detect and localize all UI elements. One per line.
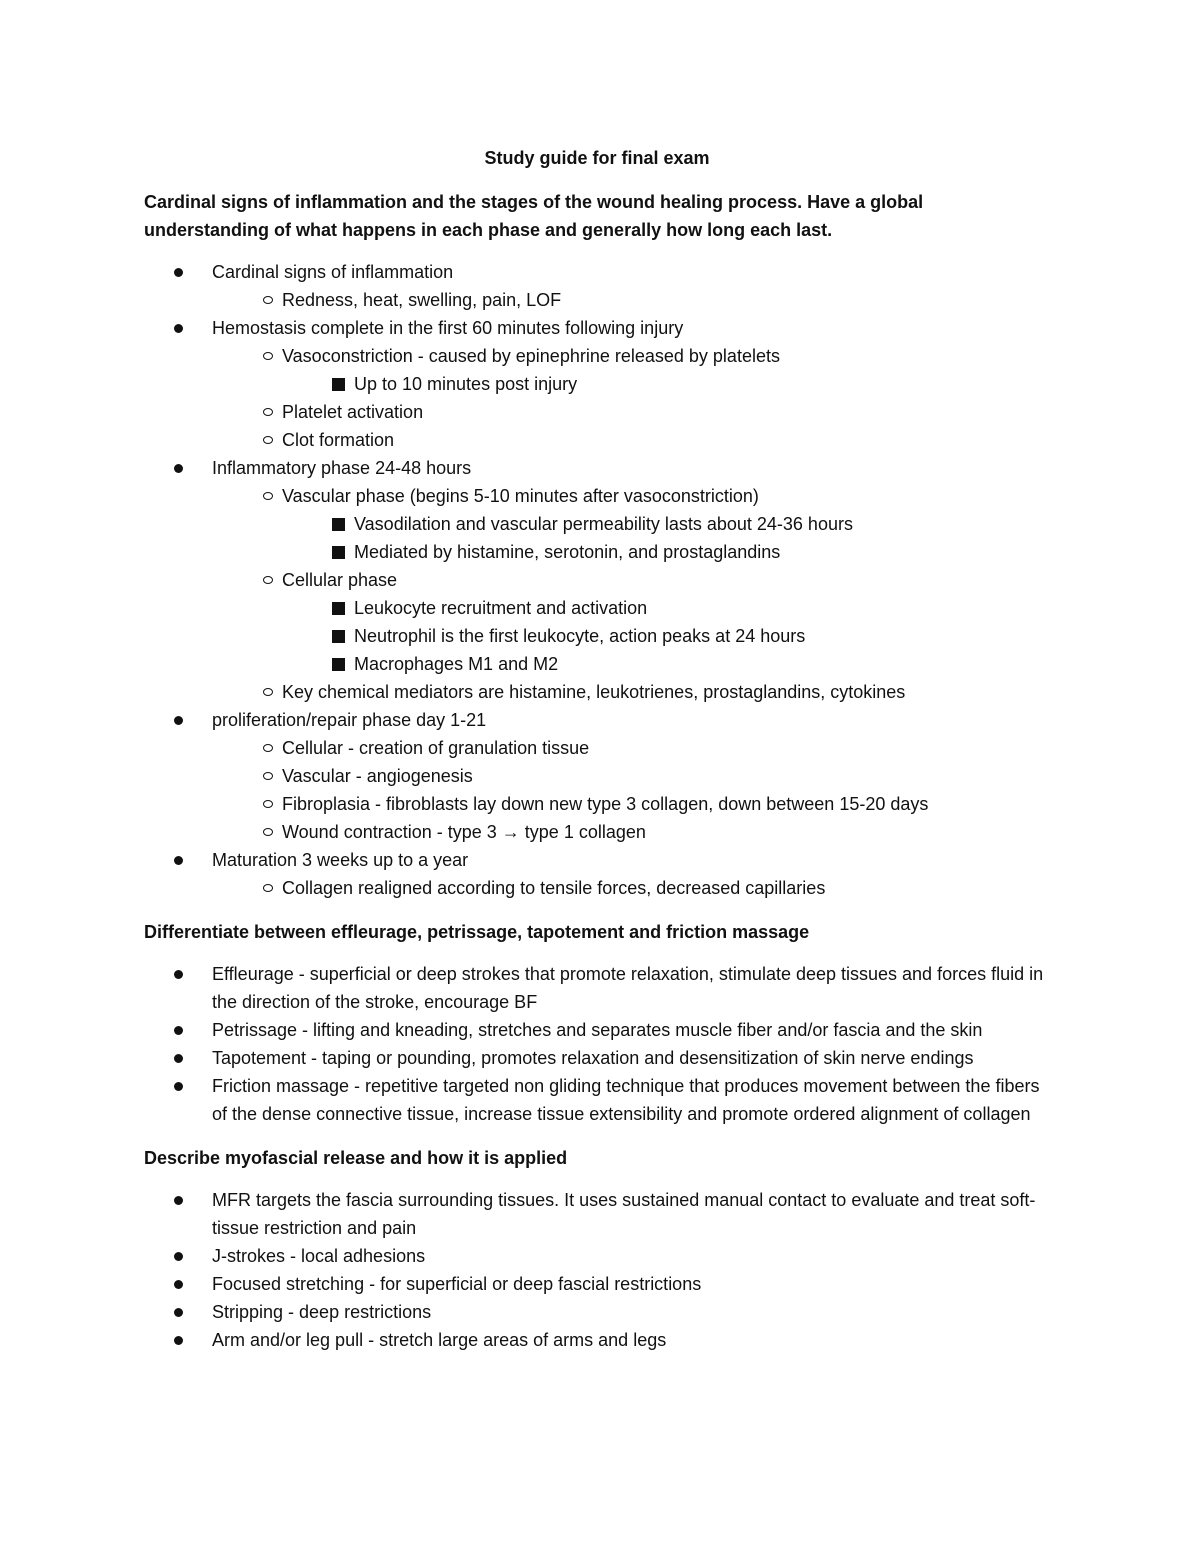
list-item-text: Petrissage - lifting and kneading, stretches and separates muscle fiber and/or fascia and the skin [212, 1020, 983, 1040]
sub-list-item [212, 342, 1050, 398]
bullet-square-icon [328, 622, 348, 650]
sub-sub-list-item-text: Up to 10 minutes post injury [354, 374, 578, 394]
sub-sub-list-item-text: Neutrophil is the first leukocyte, action peaks at 24 hours [354, 626, 806, 646]
bullet-dot-icon [168, 1298, 188, 1326]
bullet-list [144, 1186, 1050, 1354]
bullet-dot-icon [168, 1044, 188, 1072]
sub-list [212, 286, 1050, 314]
list-item-text: Friction massage - repetitive targeted non gliding technique that produces movement between the fibers of the dense connective tissue, increase tissue extensibility and promote ordered alignment of collagen [212, 1076, 1040, 1124]
bullet-circle-icon [258, 482, 278, 510]
sub-list-item-text: Platelet activation [282, 402, 424, 422]
sub-sub-list-item [282, 370, 1050, 398]
bullet-circle-icon [258, 398, 278, 426]
bullet-square-icon [328, 594, 348, 622]
bullet-dot-icon [168, 1016, 188, 1044]
sub-list-item [212, 566, 1050, 678]
bullet-dot-icon [168, 454, 188, 482]
sub-list-item [212, 426, 1050, 454]
bullet-circle-icon [258, 426, 278, 454]
sub-list [212, 874, 1050, 902]
bullet-dot-icon [168, 1242, 188, 1270]
sub-sub-list-item [282, 594, 1050, 622]
list-item [144, 454, 1050, 706]
sub-list-item-text: Cellular phase [282, 570, 398, 590]
bullet-circle-icon [258, 566, 278, 594]
bullet-circle-icon [258, 342, 278, 370]
list-item-text: Inflammatory phase 24-48 hours [212, 458, 472, 478]
list-item-text: J-strokes - local adhesions [212, 1246, 426, 1266]
sub-list-item-text: Wound contraction - type 3 → type 1 collagen [282, 822, 646, 842]
section-heading: Differentiate between effleurage, petrissage, tapotement and friction massage [144, 922, 810, 942]
list-item [144, 706, 1050, 846]
bullet-circle-icon [258, 790, 278, 818]
list-item [144, 1044, 1050, 1072]
sub-list-item-text: Fibroplasia - fibroblasts lay down new type 3 collagen, down between 15-20 days [282, 794, 929, 814]
list-item-text: Arm and/or leg pull - stretch large areas of arms and legs [212, 1330, 667, 1350]
sub-sub-list [282, 594, 1050, 678]
bullet-dot-icon [168, 1326, 188, 1354]
sub-list-item [212, 734, 1050, 762]
sub-list-item [212, 790, 1050, 818]
sub-sub-list-item-text: Mediated by histamine, serotonin, and prostaglandins [354, 542, 781, 562]
sub-sub-list-item-text: Leukocyte recruitment and activation [354, 598, 648, 618]
list-item [144, 846, 1050, 902]
sub-sub-list-item-text: Macrophages M1 and M2 [354, 654, 559, 674]
list-item-text: Stripping - deep restrictions [212, 1302, 432, 1322]
bullet-circle-icon [258, 762, 278, 790]
bullet-circle-icon [258, 286, 278, 314]
list-item-text: Tapotement - taping or pounding, promotes relaxation and desensitization of skin nerve endings [212, 1048, 974, 1068]
list-item-text: Hemostasis complete in the first 60 minutes following injury [212, 318, 684, 338]
sub-sub-list-item-text: Vasodilation and vascular permeability lasts about 24-36 hours [354, 514, 853, 534]
sub-sub-list-item [282, 650, 1050, 678]
bullet-square-icon [328, 650, 348, 678]
sub-list [212, 482, 1050, 706]
list-item-text: MFR targets the fascia surrounding tissues. It uses sustained manual contact to evaluate and treat soft-tissue restriction and pain [212, 1190, 1036, 1238]
bullet-dot-icon [168, 1186, 188, 1214]
sub-list-item [212, 678, 1050, 706]
list-item [144, 258, 1050, 314]
sub-sub-list-item [282, 510, 1050, 538]
bullet-dot-icon [168, 258, 188, 286]
list-item [144, 1326, 1050, 1354]
sub-list-item-text: Cellular - creation of granulation tissue [282, 738, 590, 758]
list-item [144, 1270, 1050, 1298]
section-heading: Cardinal signs of inflammation and the stages of the wound healing process. Have a global understanding of what happens in each phase and generally how long each last. [144, 192, 924, 240]
sub-list-item-text: Key chemical mediators are histamine, leukotrienes, prostaglandins, cytokines [282, 682, 906, 702]
list-item [144, 1298, 1050, 1326]
list-item [144, 1016, 1050, 1044]
list-item [144, 1072, 1050, 1128]
bullet-square-icon [328, 538, 348, 566]
bullet-dot-icon [168, 1270, 188, 1298]
bullet-dot-icon [168, 1072, 188, 1100]
sub-list-item-text: Clot formation [282, 430, 395, 450]
list-item-text: proliferation/repair phase day 1-21 [212, 710, 487, 730]
sub-sub-list [282, 510, 1050, 566]
list-item [144, 1186, 1050, 1242]
sub-list-item [212, 398, 1050, 426]
bullet-dot-icon [168, 960, 188, 988]
list-item-text: Focused stretching - for superficial or deep fascial restrictions [212, 1274, 702, 1294]
list-item-text: Effleurage - superficial or deep strokes that promote relaxation, stimulate deep tissues and forces fluid in the direction of the stroke, encourage BF [212, 964, 1044, 1012]
bullet-list [144, 258, 1050, 902]
section-heading: Describe myofascial release and how it is applied [144, 1148, 568, 1168]
sub-sub-list-item [282, 538, 1050, 566]
sub-list-item-text: Vascular phase (begins 5-10 minutes after vasoconstriction) [282, 486, 759, 506]
document-body [144, 188, 1050, 1354]
bullet-dot-icon [168, 706, 188, 734]
sub-list-item-text: Redness, heat, swelling, pain, LOF [282, 290, 562, 310]
bullet-circle-icon [258, 734, 278, 762]
sub-list-item-text: Collagen realigned according to tensile forces, decreased capillaries [282, 878, 826, 898]
list-item-text: Cardinal signs of inflammation [212, 262, 454, 282]
bullet-square-icon [328, 510, 348, 538]
page-title: Study guide for final exam [484, 148, 710, 168]
sub-list-item-text: Vasoconstriction - caused by epinephrine released by platelets [282, 346, 780, 366]
list-item-text: Maturation 3 weeks up to a year [212, 850, 469, 870]
list-item [144, 314, 1050, 454]
bullet-dot-icon [168, 846, 188, 874]
bullet-dot-icon [168, 314, 188, 342]
sub-sub-list-item [282, 622, 1050, 650]
sub-list [212, 342, 1050, 454]
sub-list-item [212, 874, 1050, 902]
bullet-square-icon [328, 370, 348, 398]
sub-list [212, 734, 1050, 846]
sub-list-item [212, 482, 1050, 566]
sub-list-item [212, 762, 1050, 790]
bullet-list [144, 960, 1050, 1128]
bullet-circle-icon [258, 874, 278, 902]
sub-list-item [212, 818, 1050, 846]
list-item [144, 960, 1050, 1016]
sub-list-item [212, 286, 1050, 314]
list-item [144, 1242, 1050, 1270]
sub-sub-list [282, 370, 1050, 398]
bullet-circle-icon [258, 818, 278, 846]
sub-list-item-text: Vascular - angiogenesis [282, 766, 473, 786]
bullet-circle-icon [258, 678, 278, 706]
